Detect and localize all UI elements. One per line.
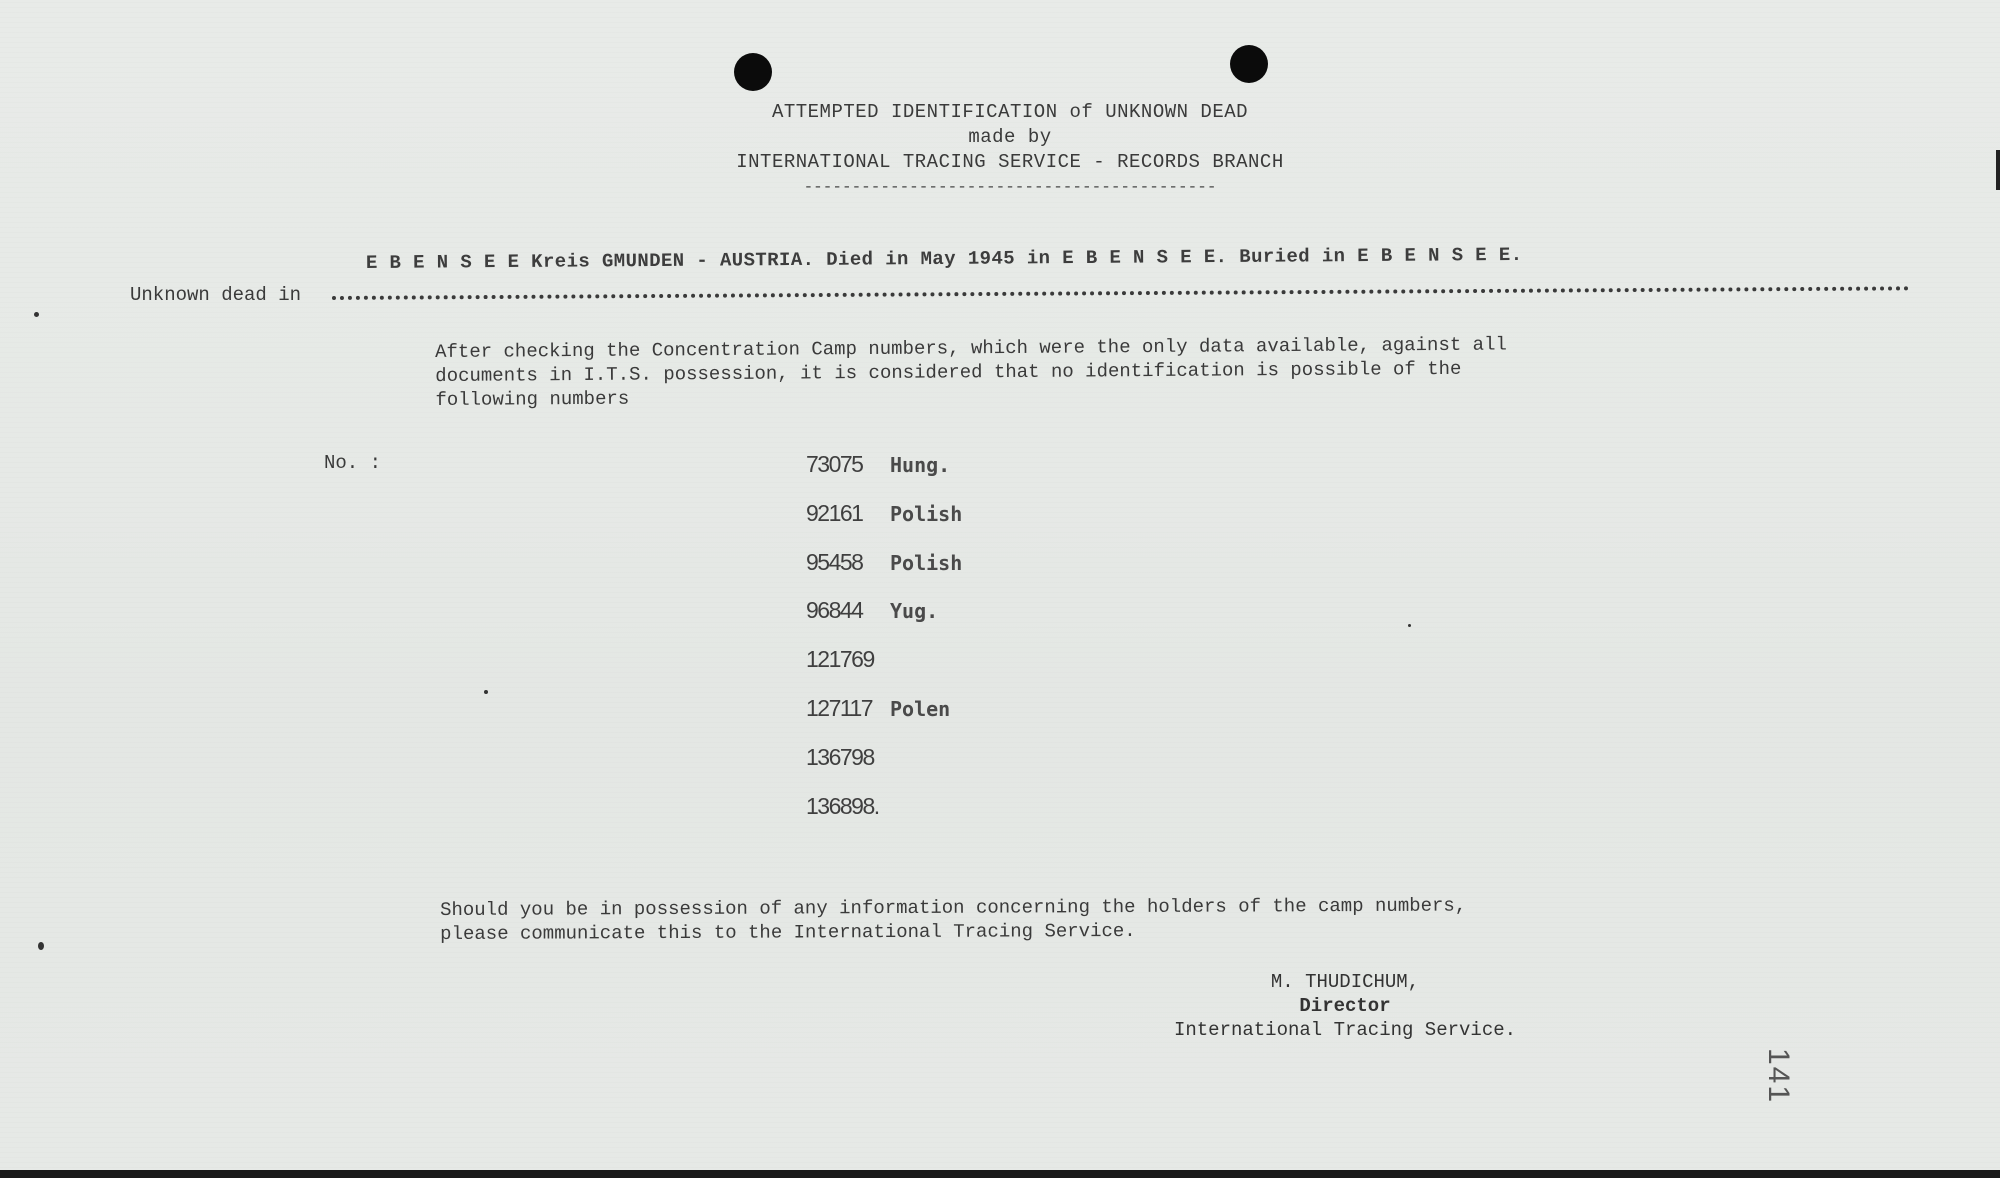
header-made-by: made by xyxy=(968,126,1052,148)
signature-block xyxy=(1120,970,1570,1042)
document-header xyxy=(600,100,1420,197)
numbers-label: No. : xyxy=(324,452,382,474)
list-item xyxy=(806,548,962,597)
camp-numbers-list xyxy=(806,450,962,840)
camp-number: 127117 xyxy=(806,694,873,721)
camp-number: 73075 xyxy=(806,451,863,477)
camp-number: 136898. xyxy=(806,792,879,819)
header-title: ATTEMPTED IDENTIFICATION of UNKNOWN DEAD xyxy=(771,101,1249,123)
closing-paragraph xyxy=(440,894,1466,946)
nationality: Hung. xyxy=(890,453,951,477)
signatory-role: Director xyxy=(1299,995,1391,1017)
list-item xyxy=(806,694,962,743)
camp-number: 96844 xyxy=(806,597,863,624)
list-item xyxy=(806,450,962,499)
signatory-name: M. THUDICHUM, xyxy=(1270,971,1420,993)
speck xyxy=(484,690,488,694)
nationality: Polish xyxy=(890,550,963,575)
list-item xyxy=(806,792,962,841)
speck xyxy=(1408,624,1411,627)
nationality: Yug. xyxy=(890,599,939,624)
signatory-organization: International Tracing Service. xyxy=(1173,1019,1517,1041)
scan-edge-bottom xyxy=(0,1170,2000,1178)
page-number: 141 xyxy=(1762,1048,1795,1105)
header-organization: INTERNATIONAL TRACING SERVICE - RECORDS BRANCH xyxy=(736,151,1284,173)
unknown-dead-location: E B E N S E E Kreis GMUNDEN - AUSTRIA. Died in May 1945 in E B E N S E E. Buried in E B E N S E E. xyxy=(365,243,1523,274)
camp-number: 95458 xyxy=(806,548,863,575)
intro-line-1: After checking the Concentration Camp numbers, which were the only data available, against all xyxy=(435,333,1507,363)
list-item xyxy=(806,743,962,792)
nationality: Polen xyxy=(890,696,951,721)
nationality: Polish xyxy=(890,501,963,526)
header-underline: ------------------------------------------- xyxy=(803,178,1217,196)
list-item xyxy=(806,596,962,645)
scan-edge-right xyxy=(1996,150,2000,190)
speck xyxy=(34,312,39,317)
intro-line-3: following numbers xyxy=(435,387,630,411)
list-item xyxy=(806,645,962,694)
closing-line-1: Should you be in possession of any information concerning the holders of the camp numbers, xyxy=(440,894,1467,921)
camp-number: 92161 xyxy=(806,499,863,526)
camp-number: 136798 xyxy=(806,743,874,770)
intro-paragraph xyxy=(435,333,1507,412)
closing-line-2: please communicate this to the International Tracing Service. xyxy=(440,919,1136,945)
punch-hole-left xyxy=(734,53,772,91)
intro-line-2: documents in I.T.S. possession, it is considered that no identification is possible of the xyxy=(435,357,1462,387)
punch-hole-right xyxy=(1230,45,1268,83)
camp-number: 121769 xyxy=(806,646,874,673)
speck xyxy=(38,942,44,950)
list-item xyxy=(806,499,962,548)
unknown-dead-label: Unknown dead in xyxy=(130,284,302,306)
